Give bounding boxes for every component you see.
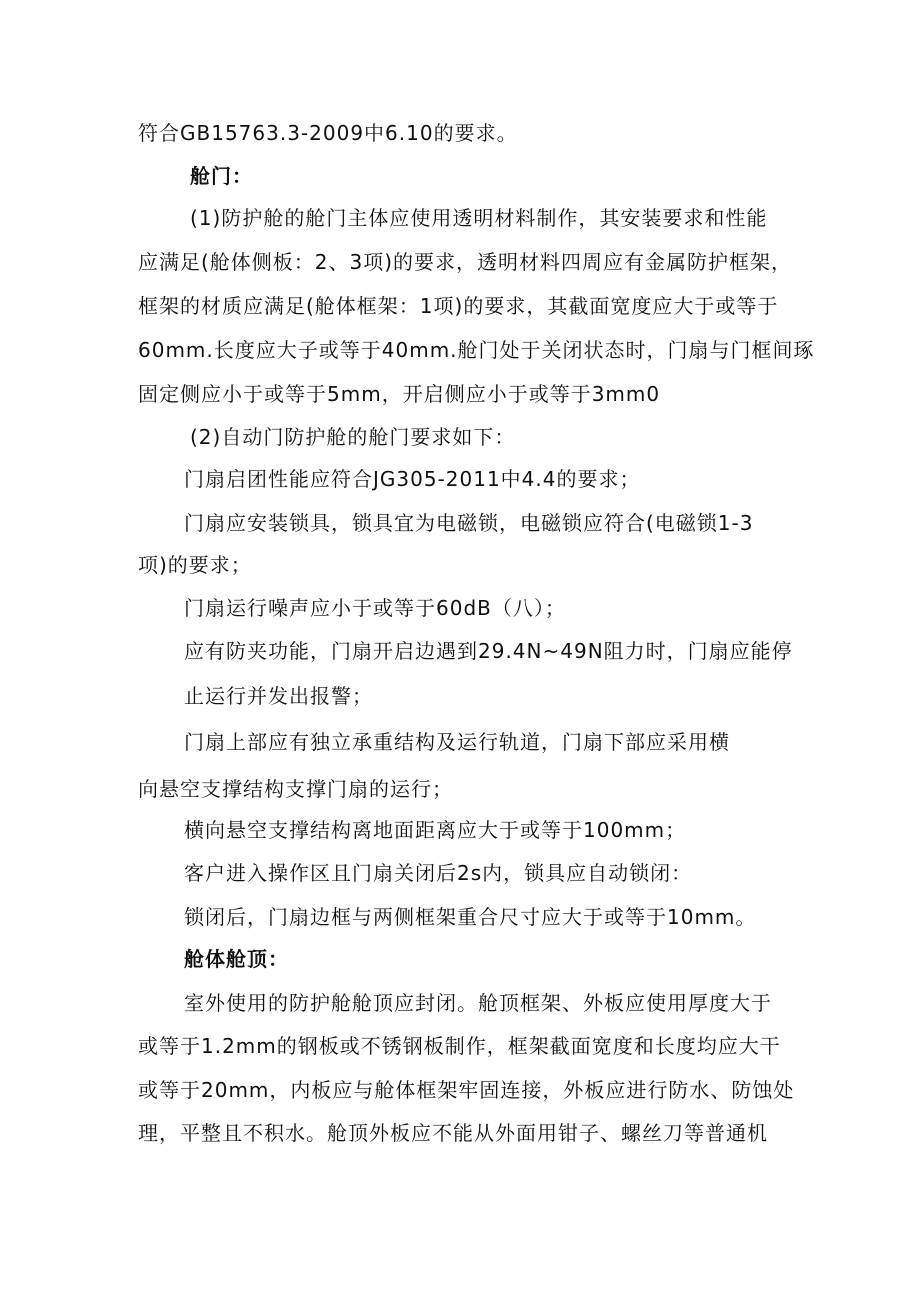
text-line-5: 框架的材质应满足(舱体框架：1项)的要求，其截面宽度应大于或等于 bbox=[138, 294, 779, 318]
text-line-23: 或等于20mm，内板应与舱体框架牢固连接，外板应进行防水、防蚀处 bbox=[138, 1078, 795, 1102]
text-line-15: 门扇上部应有独立承重结构及运行轨道，门扇下部应采用横 bbox=[184, 730, 730, 754]
text-line-17: 横向悬空支撑结构离地面距离应大于或等于100mm； bbox=[184, 818, 687, 842]
text-line-10: 门扇应安装锁具，锁具宜为电磁锁，电磁锁应符合(电磁锁1-3 bbox=[184, 511, 754, 535]
text-line-3: (1)防护舱的舱门主体应使用透明材料制作，其安装要求和性能 bbox=[190, 206, 768, 230]
text-line-13: 应有防夹功能，门扇开启边遇到29.4N~49N阻力时，门扇应能停 bbox=[184, 639, 793, 663]
text-line-9: 门扇启团性能应符合JG305-2011中4.4的要求； bbox=[184, 467, 641, 491]
text-line-4: 应满足(舱体侧板：2、3项)的要求，透明材料四周应有金属防护框架， bbox=[138, 250, 793, 274]
text-line-14: 止运行并发出报警； bbox=[184, 684, 373, 708]
text-line-22: 或等于1.2mm的钢板或不锈钢板制作，框架截面宽度和长度均应大干 bbox=[138, 1034, 781, 1058]
text-line-6: 60mm.长度应大子或等于40mm.舱门处于关闭状态时，门扇与门框间琢 bbox=[138, 338, 815, 362]
text-line-11: 项)的要求； bbox=[138, 553, 252, 577]
text-line-8: (2)自动门防护舱的舱门要求如下： bbox=[190, 425, 516, 449]
text-line-19: 锁闭后，门扇边框与两侧框架重合尺寸应大于或等于10mm。 bbox=[184, 905, 757, 929]
text-line-21: 室外使用的防护舱舱顶应封闭。舱顶框架、外板应使用厚度大于 bbox=[184, 991, 772, 1015]
text-line-24: 理，平整且不积水。舱顶外板应不能从外面用钳子、螺丝刀等普通机 bbox=[138, 1121, 768, 1145]
text-line-7: 固定侧应小于或等于5mm，开启侧应小于或等于3mm0 bbox=[138, 382, 661, 406]
section-heading-cabin-roof: 舱体舱顶： bbox=[184, 947, 289, 971]
section-heading-hatch-door: 舱门： bbox=[190, 164, 253, 188]
text-line-1: 符合GB15763.3-2009中6.10的要求。 bbox=[138, 121, 518, 145]
text-line-16: 向悬空支撑结构支撑门扇的运行； bbox=[138, 777, 453, 801]
text-line-12: 门扇运行噪声应小于或等于60dB（八）； bbox=[184, 596, 566, 620]
text-line-18: 客户进入操作区且门扇关闭后2s内，锁具应自动锁闭： bbox=[184, 861, 693, 885]
